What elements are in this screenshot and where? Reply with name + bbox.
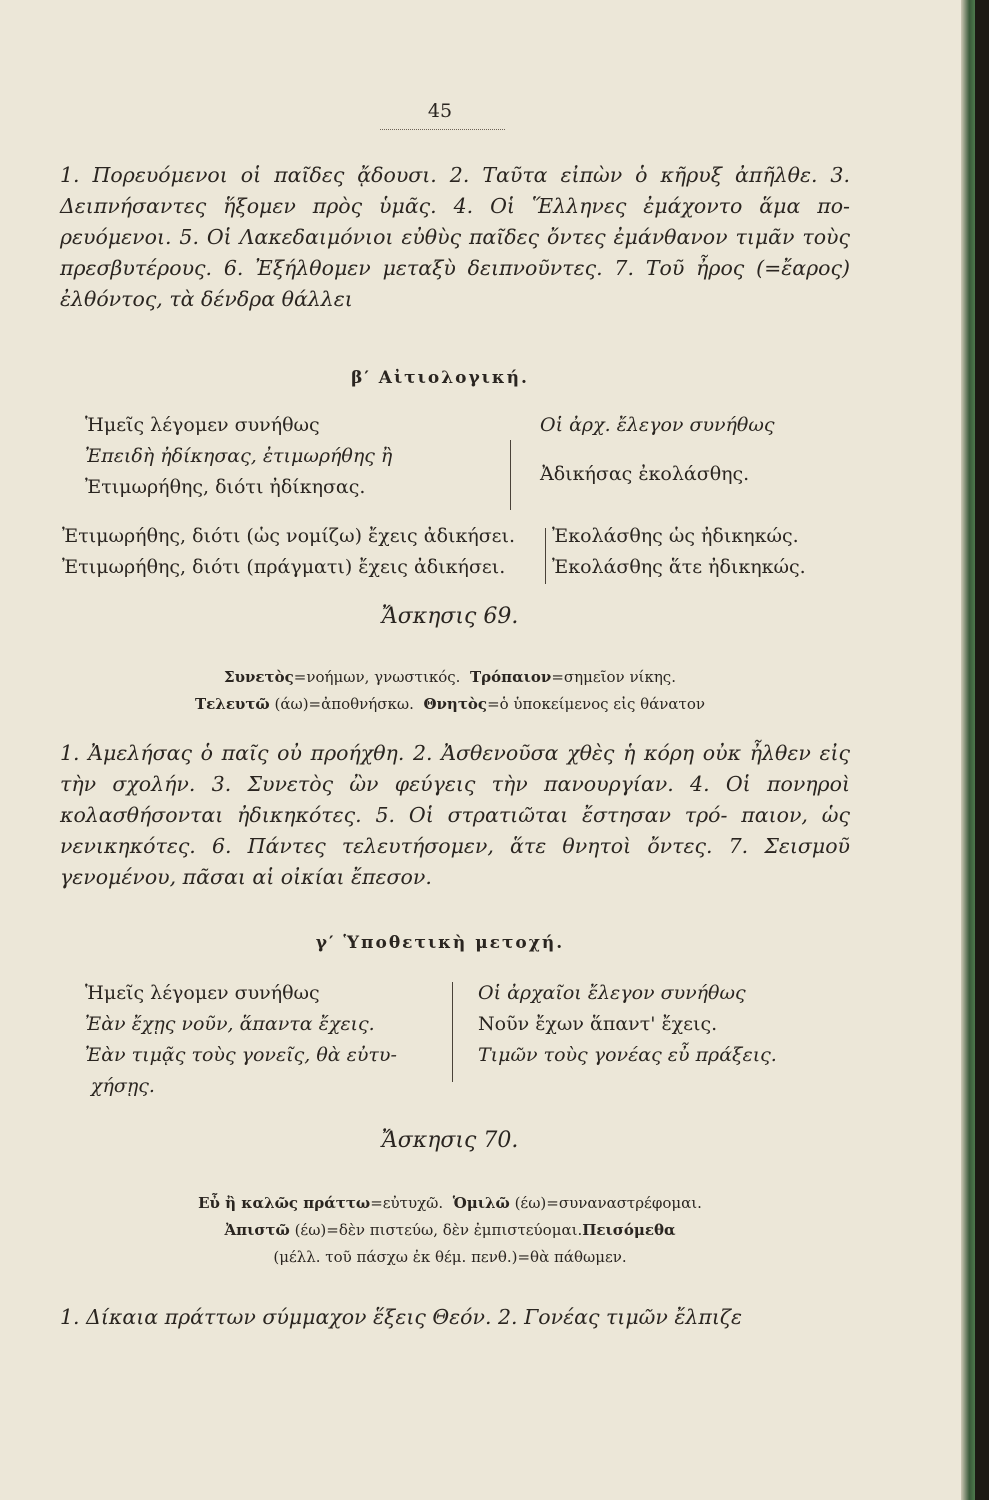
exercise-69-vocab-line xyxy=(0,691,900,718)
right-line: Τιμῶν τοὺς γονέας εὖ πράξεις. xyxy=(478,1044,777,1066)
section-g-right-column xyxy=(478,978,777,1071)
column-divider xyxy=(510,440,511,510)
exercise-69-title: Ἄσκησις 69. xyxy=(381,604,519,629)
section-b-right-column xyxy=(540,410,775,490)
left-line: χήσῃς. xyxy=(91,1075,155,1097)
page-edge xyxy=(961,0,975,1500)
right-header: Οἱ ἀρχ. ἔλεγον συνήθως xyxy=(540,414,775,436)
exercise-69-text: 1. Ἀμελήσας ὁ παῖς οὐ προήχθη. 2. Ἀσθενοῦσα χθὲς ἡ κόρη οὐκ ἦλθεν εἰς τὴν σχολήν. 3. Συνετὸς ὢν φεύγεις τὴν πανουργίαν. 4. Οἱ πονηροὶ κολασθήσονται ἠδικηκότες. 5. Οἱ στρατιῶται ἔστησαν τρό- παιον, ὡς νενικηκότες. 6. Πάντες τελευτήσομεν, ἅτε θνητοὶ ὄντες. 7. Σεισμοῦ γενομένου, πᾶσαι αἱ οἰκίαι ἔπεσον. xyxy=(60,741,850,889)
vocab-definition: (έω)=συναναστρέφομαι. xyxy=(509,1194,702,1212)
exercise-70-title: Ἄσκησις 70. xyxy=(381,1128,519,1153)
vocab-term: Τρόπαιον xyxy=(469,668,552,686)
vocab-term: Τελευτῶ xyxy=(195,695,270,713)
column-divider xyxy=(545,528,546,584)
column-divider xyxy=(452,982,453,1082)
section-b-pair-rows-right xyxy=(552,521,806,583)
left-line: Ἐτιμωρήθης, διότι ἠδίκησας. xyxy=(85,476,366,498)
vocab-term: Ὁμιλῶ xyxy=(452,1194,510,1212)
vocab-term: Θνητὸς xyxy=(423,695,488,713)
vocab-definition: =ὁ ὑποκείμενος εἰς θάνατον xyxy=(487,695,705,713)
right-line: Ἀδικήσας ἐκολάσθης. xyxy=(540,463,750,485)
vocab-term: Εὖ ἢ καλῶς πράττω xyxy=(198,1194,371,1212)
page-number: 45 xyxy=(427,100,453,122)
pair-row-right: Ἐκολάσθης ἅτε ἠδικηκώς. xyxy=(552,556,806,578)
vocab-definition: =εὐτυχῶ. xyxy=(370,1194,444,1212)
right-line: Νοῦν ἔχων ἅπαντ' ἔχεις. xyxy=(478,1013,718,1035)
vocab-definition: (έω)=δὲν πιστεύω, δὲν ἐμπιστεύομαι. xyxy=(289,1221,583,1239)
section-g-heading: γ′ Ὑποθετικὴ μετοχή. xyxy=(315,933,565,953)
left-header: Ἡμεῖς λέγομεν συνήθως xyxy=(85,982,320,1004)
page-number-rule xyxy=(380,129,505,130)
section-b-pair-rows xyxy=(62,521,515,583)
vocab-definition: =σημεῖον νίκης. xyxy=(551,668,676,686)
pair-row-left: Ἐτιμωρήθης, διότι (πράγματι) ἔχεις ἀδικήσει. xyxy=(62,556,506,578)
right-header: Οἱ ἀρχαῖοι ἔλεγον συνήθως xyxy=(478,982,746,1004)
exercise-70-vocab-line: (μέλλ. τοῦ πάσχω ἐκ θέμ. πενθ.)=θὰ πάθωμεν. xyxy=(273,1248,627,1266)
exercise-69-vocab-line xyxy=(0,664,900,691)
left-line: Ἐὰν τιμᾷς τοὺς γονεῖς, θὰ εὐτυ- xyxy=(85,1044,397,1066)
section-b-heading: β′ Αἰτιολογική. xyxy=(351,368,529,388)
pair-row-left: Ἐτιμωρήθης, διότι (ὡς νομίζω) ἔχεις ἀδικήσει. xyxy=(62,525,516,547)
exercise-70-vocab-line xyxy=(0,1190,900,1217)
vocab-term: Συνετὸς xyxy=(224,668,294,686)
left-line: Ἐὰν ἔχῃς νοῦν, ἅπαντα ἔχεις. xyxy=(85,1013,375,1035)
vocab-definition: =νοήμων, γνωστικός. xyxy=(293,668,461,686)
left-line: Ἐπειδὴ ἠδίκησας, ἐτιμωρήθης ἢ xyxy=(85,445,393,467)
left-header: Ἡμεῖς λέγομεν συνήθως xyxy=(85,414,320,436)
vocab-term: Ἀπιστῶ xyxy=(224,1221,290,1239)
section-b-left-column xyxy=(85,410,392,503)
section-g-left-column xyxy=(85,978,397,1102)
exercise-70-vocab-line xyxy=(0,1217,900,1244)
vocab-term: Πεισόμεθα xyxy=(582,1221,676,1239)
vocab-definition: (άω)=ἀποθνήσκω. xyxy=(269,695,414,713)
exercise-70-text: 1. Δίκαια πράττων σύμμαχον ἕξεις Θεόν. 2. Γονέας τιμῶν ἔλπιζε xyxy=(60,1305,742,1329)
pair-row-right: Ἐκολάσθης ὡς ἠδικηκώς. xyxy=(552,525,799,547)
section1-text: 1. Πορευόμενοι οἱ παῖδες ᾄδουσι. 2. Ταῦτα εἰπὼν ὁ κῆρυξ ἀπῆλθε. 3. Δειπνήσαντες ἥξομεν πρὸς ὑμᾶς. 4. Οἱ Ἕλληνες ἐμάχοντο ἅμα πο- ρευόμενοι. 5. Οἱ Λακεδαιμόνιοι εὐθὺς παῖδες ὄντες ἐμάνθανον τιμᾶν τοὺς πρεσβυτέρους. 6. Ἐξήλθομεν μεταξὺ δειπνοῦντες. 7. Τοῦ ἦρος (=ἔαρος) ἐλθόντος, τὰ δένδρα θάλλει xyxy=(60,163,850,311)
